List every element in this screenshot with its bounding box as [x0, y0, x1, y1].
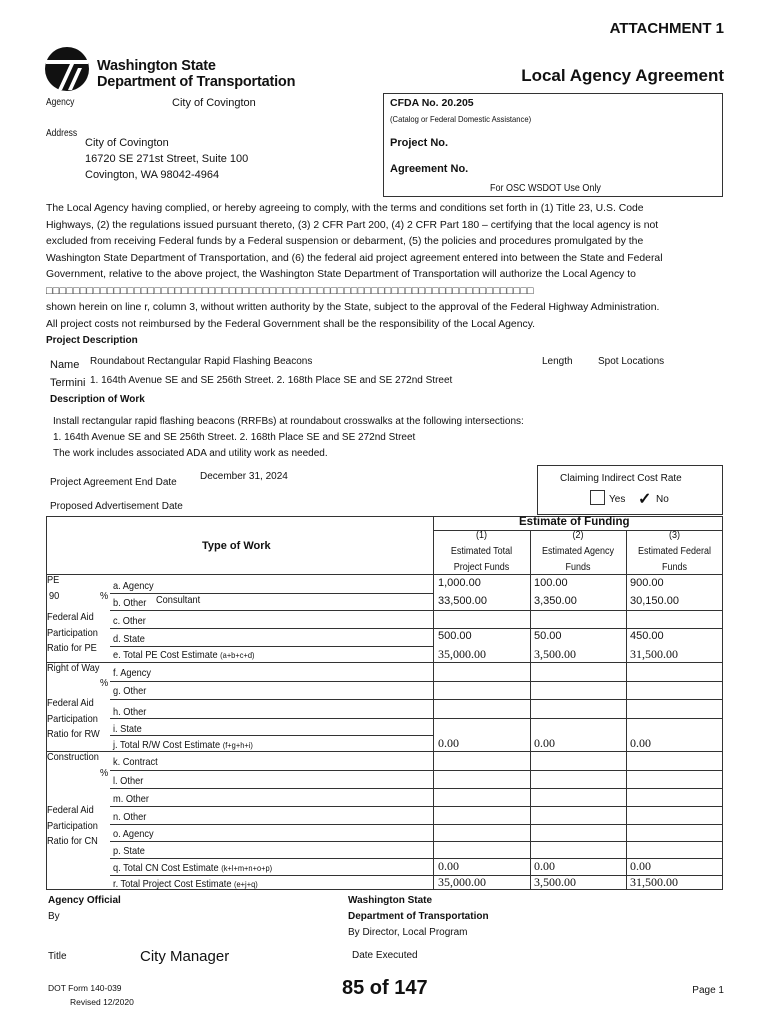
name-label: Name [50, 359, 80, 371]
project-no-label: Project No. [390, 137, 449, 149]
pe-label: PE [47, 574, 60, 586]
work-heading: Description of Work [50, 394, 145, 405]
row-h-label: h. Other [113, 706, 147, 718]
estimate-heading: Estimate of Funding [519, 516, 630, 528]
row-j-total: 0.00 [438, 736, 459, 750]
row-g-label: g. Other [113, 685, 147, 697]
row-j-agency: 0.00 [534, 736, 555, 750]
work-line-1: Install rectangular rapid flashing beacons (RRFBs) at roundabout crosswalks at the following intersections: [53, 416, 524, 427]
rw-pct-sign: % [100, 677, 109, 689]
title-value[interactable]: City Manager [140, 948, 230, 965]
row-a-agency[interactable]: 100.00 [534, 577, 568, 589]
cn-label: Construction [47, 751, 99, 763]
agency-official-heading: Agency Official [48, 895, 121, 906]
type-of-work-heading: Type of Work [202, 540, 271, 552]
address-label: Address [46, 128, 78, 139]
row-f-label: f. Agency [113, 667, 152, 679]
row-a-label: a. Agency [113, 580, 154, 592]
row-e-label: e. Total PE Cost Estimate (a+b+c+d) [113, 649, 255, 661]
address-line-2: 16720 SE 271st Street, Suite 100 [85, 153, 249, 165]
terms-line-glyphs: □□□□□□□□□□□□□□□□□□□□□□□□□□□□□□□□□□□□□□□□□□□□□□□□□□□□□□□□□□□□□□□□□□□□□□□□ [46, 285, 534, 297]
row-q-federal: 0.00 [630, 859, 651, 873]
row-b-note: Consultant [156, 594, 201, 606]
title-label: Title [48, 951, 67, 962]
terms-line: The Local Agency having complied, or hereby agreeing to comply, with the terms and conditions set forth in (1) Title 23, U.S. Code [46, 203, 644, 214]
termini-label: Termini [50, 377, 86, 389]
yes-checkbox[interactable] [590, 490, 605, 505]
row-a-federal[interactable]: 900.00 [630, 577, 664, 589]
date-executed-label: Date Executed [352, 950, 418, 961]
row-b-federal[interactable]: 30,150.00 [630, 595, 679, 607]
pe-pct-sign: % [100, 590, 109, 602]
row-b-total[interactable]: 33,500.00 [438, 595, 487, 607]
page-counter: 85 of 147 [342, 977, 428, 999]
terms-line: shown herein on line r, column 3, without written authority by the State, subject to the approval of the Federal Highway Administration. [46, 302, 660, 313]
attachment-label: ATTACHMENT 1 [609, 20, 724, 37]
row-k-label: k. Contract [113, 756, 158, 768]
length-value: Spot Locations [598, 356, 665, 367]
row-b-agency[interactable]: 3,350.00 [534, 595, 577, 607]
row-j-federal: 0.00 [630, 736, 651, 750]
row-d-federal[interactable]: 450.00 [630, 630, 664, 642]
terms-line: excluded from receiving Federal funds by a Federal suspension or debarment, (5) the policies and procedures promulgated by the [46, 236, 644, 247]
doc-title: Local Agency Agreement [521, 66, 724, 85]
agency-name-line2: Department of Transportation [97, 74, 296, 90]
yes-label: Yes [609, 494, 626, 505]
row-r-label: r. Total Project Cost Estimate (e+j+q) [113, 878, 258, 890]
terms-line: Washington State Department of Transportation, and (6) the federal aid project agreement entered into between the State and Federal [46, 252, 663, 264]
wsdot-sign-line1: Washington State [348, 895, 433, 906]
name-value: Roundabout Rectangular Rapid Flashing Beacons [90, 356, 313, 367]
indirect-cost-label: Claiming Indirect Cost Rate [560, 473, 682, 484]
fa-pe-label: Federal Aid Participation Ratio for PE [47, 611, 98, 654]
terms-paragraph [46, 201, 766, 333]
cfda-number: CFDA No. 20.205 [390, 97, 474, 109]
revised-date: Revised 12/2020 [70, 997, 134, 1007]
no-label: No [656, 494, 669, 505]
cfda-note: (Catalog or Federal Domestic Assistance) [390, 114, 532, 124]
row-p-label: p. State [113, 845, 145, 857]
agency-value: City of Covington [172, 97, 256, 109]
rw-label: Right of Way [47, 662, 100, 674]
agency-name-line1: Washington State [97, 58, 216, 74]
wsdot-sign-line2: Department of Transportation [348, 911, 489, 922]
row-o-label: o. Agency [113, 828, 154, 840]
length-label: Length [542, 356, 573, 367]
row-q-label: q. Total CN Cost Estimate (k+l+m+n+o+p) [113, 862, 273, 874]
row-i-label: i. State [113, 723, 142, 735]
row-c-label: c. Other [113, 615, 146, 627]
work-line-3: The work includes associated ADA and utility work as needed. [53, 448, 328, 459]
cn-pct-sign: % [100, 767, 109, 779]
terms-line: All project costs not reimbursed by the Federal Government shall be the responsibility of the Local Agency. [46, 318, 535, 330]
agency-label: Agency [46, 97, 75, 108]
pe-pct-value: 90 [49, 590, 60, 602]
row-d-label: d. State [113, 633, 145, 645]
row-b-label: b. Other [113, 597, 147, 609]
terms-line: Government, relative to the above project, the Washington State Department of Transportation will authorize the Local Agency to [46, 269, 636, 280]
page-number: Page 1 [692, 985, 724, 996]
address-line-1: City of Covington [85, 137, 169, 149]
row-n-label: n. Other [113, 811, 147, 823]
row-q-total: 0.00 [438, 859, 459, 873]
col1-header: (1) Estimated Total Project Funds [450, 530, 513, 573]
row-e-total: 35,000.00 [438, 647, 486, 661]
row-d-agency[interactable]: 50.00 [534, 630, 562, 642]
row-a-total[interactable]: 1,000.00 [438, 577, 481, 589]
termini-value: 1. 164th Avenue SE and SE 256th Street. 2. 168th Place SE and SE 272nd Street [90, 375, 453, 386]
work-line-2: 1. 164th Avenue SE and SE 256th Street. 2. 168th Place SE and SE 272nd Street [53, 432, 416, 443]
end-date-value: December 31, 2024 [200, 471, 288, 482]
project-description-heading: Project Description [46, 335, 138, 346]
wsdot-logo-icon [44, 46, 90, 92]
terms-line: Highways, (2) the regulations issued pursuant thereto, (3) 2 CFR Part 200, (4) 2 CFR Part 180 – certifying that the local agency is not [46, 219, 659, 231]
form-number: DOT Form 140-039 [48, 983, 122, 993]
fa-rw-label: Federal Aid Participation Ratio for RW [47, 697, 100, 740]
end-date-label: Project Agreement End Date [50, 477, 177, 488]
row-m-label: m. Other [113, 793, 149, 805]
row-q-agency: 0.00 [534, 859, 555, 873]
row-e-federal: 31,500.00 [630, 647, 678, 661]
row-r-agency: 3,500.00 [534, 875, 576, 889]
row-r-federal: 31,500.00 [630, 875, 678, 889]
row-l-label: l. Other [113, 775, 144, 787]
ad-date-label: Proposed Advertisement Date [50, 501, 183, 512]
fa-cn-label: Federal Aid Participation Ratio for CN [47, 804, 98, 847]
by-label: By [48, 911, 60, 922]
agreement-no-label: Agreement No. [390, 163, 469, 175]
col3-header: (3) Estimated Federal Funds [637, 530, 712, 573]
wsdot-sign-line3: By Director, Local Program [348, 927, 468, 938]
row-d-total[interactable]: 500.00 [438, 630, 472, 642]
address-line-3: Covington, WA 98042-4964 [85, 169, 220, 181]
col2-header: (2) Estimated Agency Funds [541, 530, 615, 573]
row-r-total: 35,000.00 [438, 875, 486, 889]
row-j-label: j. Total R/W Cost Estimate (f+g+h+i) [113, 739, 253, 751]
check-mark-icon[interactable]: ✓ [638, 491, 652, 508]
osc-note: For OSC WSDOT Use Only [490, 183, 601, 194]
row-e-agency: 3,500.00 [534, 647, 576, 661]
